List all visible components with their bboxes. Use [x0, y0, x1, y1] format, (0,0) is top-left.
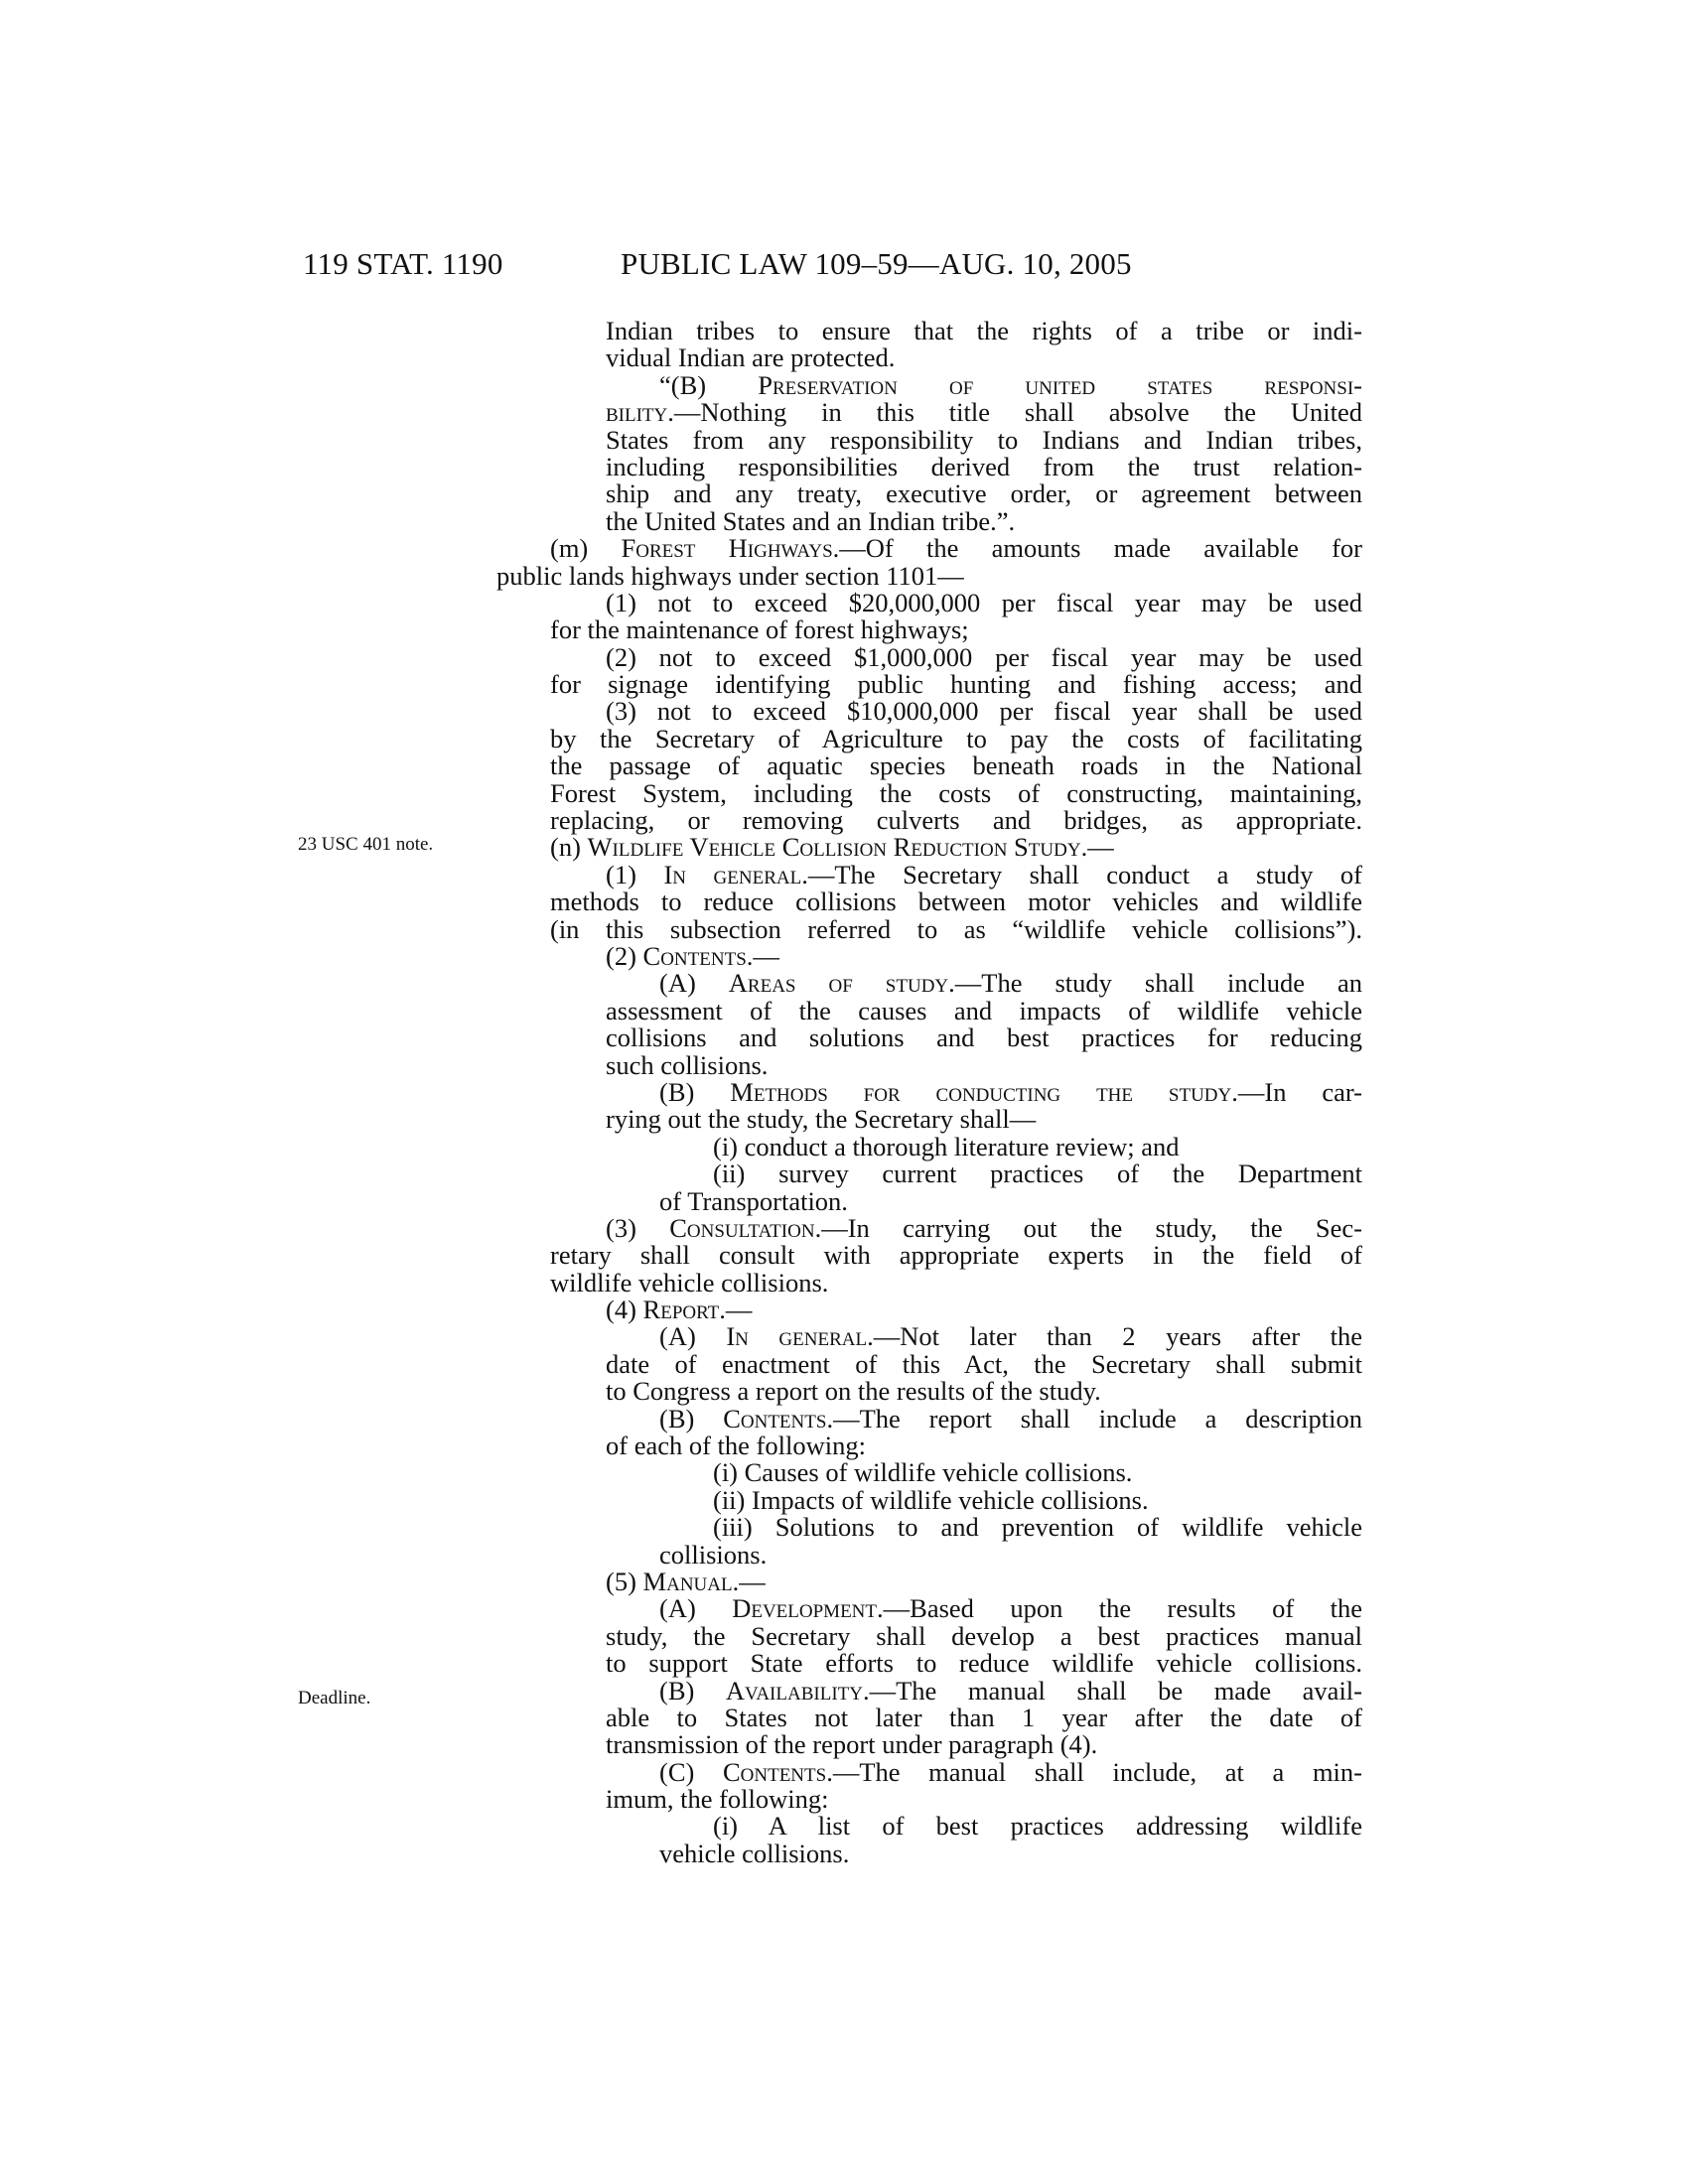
small-caps-heading: Contents: [722, 1756, 827, 1787]
text-line: [496, 1049, 1362, 1080]
text-run: (5): [606, 1566, 643, 1596]
law-title: PUBLIC LAW 109–59—AUG. 10, 2005: [621, 246, 1132, 281]
text-line: [496, 859, 1363, 889]
text-line: [496, 1813, 1362, 1840]
small-caps-heading: Report: [642, 1295, 720, 1325]
text-line: [496, 995, 1362, 1025]
text-run: .—The Secretary shall conduct a study of: [801, 859, 1363, 889]
text-run: (A): [659, 1321, 727, 1352]
text-line: [496, 424, 1362, 455]
text-run: (i) A list of best practices addressing wildlife: [713, 1811, 1362, 1842]
text-line: [496, 1731, 1362, 1758]
text-line: [496, 1185, 1362, 1216]
text-line: [496, 1838, 1362, 1868]
text-run: (i) Causes of wildlife vehicle collisions.: [713, 1457, 1133, 1488]
text-line: [496, 1539, 1362, 1570]
text-run: for signage identifying public hunting and fishing access; and: [550, 669, 1362, 700]
text-line: [496, 1566, 1362, 1596]
text-run: (B): [659, 1076, 731, 1107]
text-run: .—: [1080, 832, 1114, 863]
text-line: [496, 1076, 1363, 1107]
text-run: Forest System, including the costs of constructing, maintaining,: [550, 777, 1362, 808]
text-run: the United States and an Indian tribe.”.: [606, 505, 1016, 536]
text-run: to Congress a report on the results of the study.: [606, 1376, 1101, 1407]
small-caps-heading: bility: [606, 397, 668, 428]
text-run: (1): [606, 859, 664, 889]
text-run: .—In car-: [1231, 1076, 1363, 1107]
text-run: (A): [659, 968, 729, 999]
text-run: (n): [550, 832, 588, 863]
text-line: [496, 399, 1362, 426]
text-line: [496, 1675, 1362, 1706]
text-line: [496, 777, 1362, 808]
text-run: by the Secretary of Agriculture to pay the costs of facilitating: [550, 723, 1362, 753]
text-run: Indian tribes to ensure that the rights of a tribe or indi-: [606, 316, 1362, 345]
text-run: (ii) survey current practices of the Department: [713, 1159, 1362, 1189]
text-line: [496, 560, 1362, 591]
text-run: (B): [659, 1403, 724, 1433]
text-run: (m): [550, 533, 622, 564]
text-run: collisions and solutions and best practices for reducing: [606, 1023, 1362, 1053]
text-run: .—In carrying out the study, the Sec-: [814, 1212, 1362, 1243]
small-caps-heading: Contents: [642, 940, 747, 971]
text-line: [496, 1242, 1362, 1269]
text-run: (4): [606, 1295, 643, 1325]
stat-citation: 119 STAT. 1190: [303, 246, 503, 281]
text-run: .—The study shall include an: [948, 968, 1362, 999]
text-run: for the maintenance of forest highways;: [550, 614, 969, 645]
text-line: [496, 505, 1362, 536]
text-line: [496, 723, 1362, 753]
small-caps-heading: Areas of study: [728, 968, 949, 999]
text-run: (iii) Solutions to and prevention of wildlife vehicle: [713, 1512, 1362, 1543]
text-run: methods to reduce collisions between motor vehicles and wildlife: [550, 887, 1362, 917]
text-line: [496, 807, 1362, 834]
text-line: [496, 1106, 1362, 1133]
text-line: [496, 1348, 1362, 1379]
text-line: [496, 1650, 1362, 1677]
text-run: wildlife vehicle collisions.: [550, 1267, 829, 1297]
text-line: [496, 1267, 1362, 1297]
text-line: [496, 1160, 1362, 1187]
text-line: [496, 1786, 1362, 1813]
small-caps-heading: Development: [732, 1593, 878, 1624]
text-line: [496, 1595, 1362, 1622]
text-line: [496, 1024, 1362, 1051]
text-run: (3) not to exceed $10,000,000 per fiscal year shall be used: [606, 696, 1362, 727]
text-run: of Transportation.: [659, 1185, 848, 1216]
small-caps-heading: Methods for conducting the study: [730, 1076, 1232, 1107]
small-caps-heading: Manual: [642, 1566, 733, 1596]
text-line: [496, 641, 1362, 672]
text-line: [496, 1459, 1362, 1486]
text-run: retary shall consult with appropriate experts in the field of: [550, 1240, 1362, 1271]
text-line: [496, 1323, 1362, 1350]
text-run: to support State efforts to reduce wildlife vehicle collisions.: [606, 1648, 1362, 1679]
text-line: [496, 888, 1362, 915]
text-line: [496, 1620, 1362, 1651]
small-caps-heading: Consultation: [669, 1212, 815, 1243]
small-caps-heading: Preservation of united states responsi-: [758, 369, 1362, 400]
text-line: [496, 587, 1362, 617]
text-run: vehicle collisions.: [659, 1838, 850, 1868]
text-line: [496, 1514, 1362, 1541]
text-line: [496, 698, 1362, 725]
margin-note-deadline: Deadline.: [298, 1688, 371, 1708]
text-run: such collisions.: [606, 1049, 769, 1080]
text-run: able to States not later than 1 year after the date of: [606, 1702, 1362, 1732]
text-line: [496, 318, 1362, 344]
small-caps-heading: Availability: [725, 1675, 863, 1706]
text-run: .—: [746, 940, 779, 971]
text-run: “(B): [659, 369, 759, 400]
text-line: [496, 1484, 1362, 1515]
text-run: .—: [719, 1295, 753, 1325]
text-run: of each of the following:: [606, 1431, 866, 1461]
text-line: [496, 369, 1362, 400]
text-run: .—The manual shall be made avail-: [862, 1675, 1362, 1706]
statute-text: [496, 318, 1362, 1867]
margin-note-usc: 23 USC 401 note.: [298, 834, 434, 855]
small-caps-heading: Contents: [723, 1403, 827, 1433]
text-run: (2) not to exceed $1,000,000 per fiscal year may be used: [606, 641, 1362, 672]
text-run: .—Based upon the results of the: [877, 1593, 1362, 1624]
text-line: [496, 1297, 1362, 1323]
text-run: .—Nothing in this title shall absolve the United: [667, 397, 1362, 428]
text-line: [496, 1378, 1362, 1405]
text-run: .—Not later than 2 years after the: [867, 1321, 1362, 1352]
text-line: [496, 970, 1362, 997]
text-run: replacing, or removing culverts and bridges, as appropriate.: [550, 805, 1362, 836]
text-line: [496, 913, 1362, 944]
text-line: [496, 834, 1362, 861]
text-line: [496, 451, 1362, 481]
text-run: (i) conduct a thorough literature review; and: [713, 1131, 1180, 1161]
text-run: .—The report shall include a description: [826, 1403, 1362, 1433]
text-line: [496, 535, 1362, 562]
text-line: [496, 1756, 1362, 1787]
text-run: ship and any treaty, executive order, or agreement between: [606, 478, 1362, 509]
text-run: (A): [659, 1593, 733, 1624]
text-run: .—Of the amounts made available for: [832, 533, 1362, 564]
text-run: (3): [606, 1212, 670, 1243]
text-run: (C): [659, 1756, 723, 1787]
text-run: imum, the following:: [606, 1784, 829, 1815]
text-line: [496, 1403, 1362, 1433]
text-run: rying out the study, the Secretary shall—: [606, 1104, 1037, 1135]
text-run: vidual Indian are protected.: [606, 342, 896, 373]
small-caps-heading: In general: [726, 1321, 868, 1352]
text-run: .—: [732, 1566, 766, 1596]
text-run: public lands highways under section 1101—: [496, 560, 964, 591]
small-caps-heading: Forest Highways: [621, 533, 833, 564]
text-run: including responsibilities derived from the trust relation-: [606, 451, 1362, 481]
small-caps-heading: Wildlife Vehicle Collision Reduction Study: [587, 832, 1081, 863]
text-run: study, the Secretary shall develop a best practices manual: [606, 1620, 1362, 1651]
text-run: (ii) Impacts of wildlife vehicle collisions.: [713, 1484, 1149, 1515]
text-run: transmission of the report under paragraph (4).: [606, 1729, 1098, 1760]
text-line: [496, 344, 1362, 371]
text-line: [496, 752, 1362, 779]
text-run: States from any responsibility to Indians and Indian tribes,: [606, 424, 1362, 455]
text-run: (1) not to exceed $20,000,000 per fiscal year may be used: [606, 587, 1362, 617]
text-run: (in this subsection referred to as “wildlife vehicle collisions”).: [550, 913, 1362, 944]
text-run: .—The manual shall include, at a min-: [826, 1756, 1362, 1787]
text-line: [496, 671, 1362, 698]
text-run: collisions.: [659, 1539, 768, 1570]
text-line: [496, 1433, 1362, 1459]
text-line: [496, 616, 1362, 643]
text-line: [496, 480, 1362, 507]
text-run: the passage of aquatic species beneath roads in the National: [550, 751, 1362, 781]
text-line: [496, 1702, 1362, 1732]
text-line: [496, 1131, 1362, 1161]
text-run: date of enactment of this Act, the Secretary shall submit: [606, 1348, 1362, 1379]
text-run: assessment of the causes and impacts of wildlife vehicle: [606, 995, 1362, 1025]
text-line: [496, 940, 1362, 971]
small-caps-heading: In general: [663, 859, 802, 889]
text-run: (2): [606, 940, 643, 971]
text-line: [496, 1212, 1362, 1243]
text-run: (B): [659, 1675, 726, 1706]
